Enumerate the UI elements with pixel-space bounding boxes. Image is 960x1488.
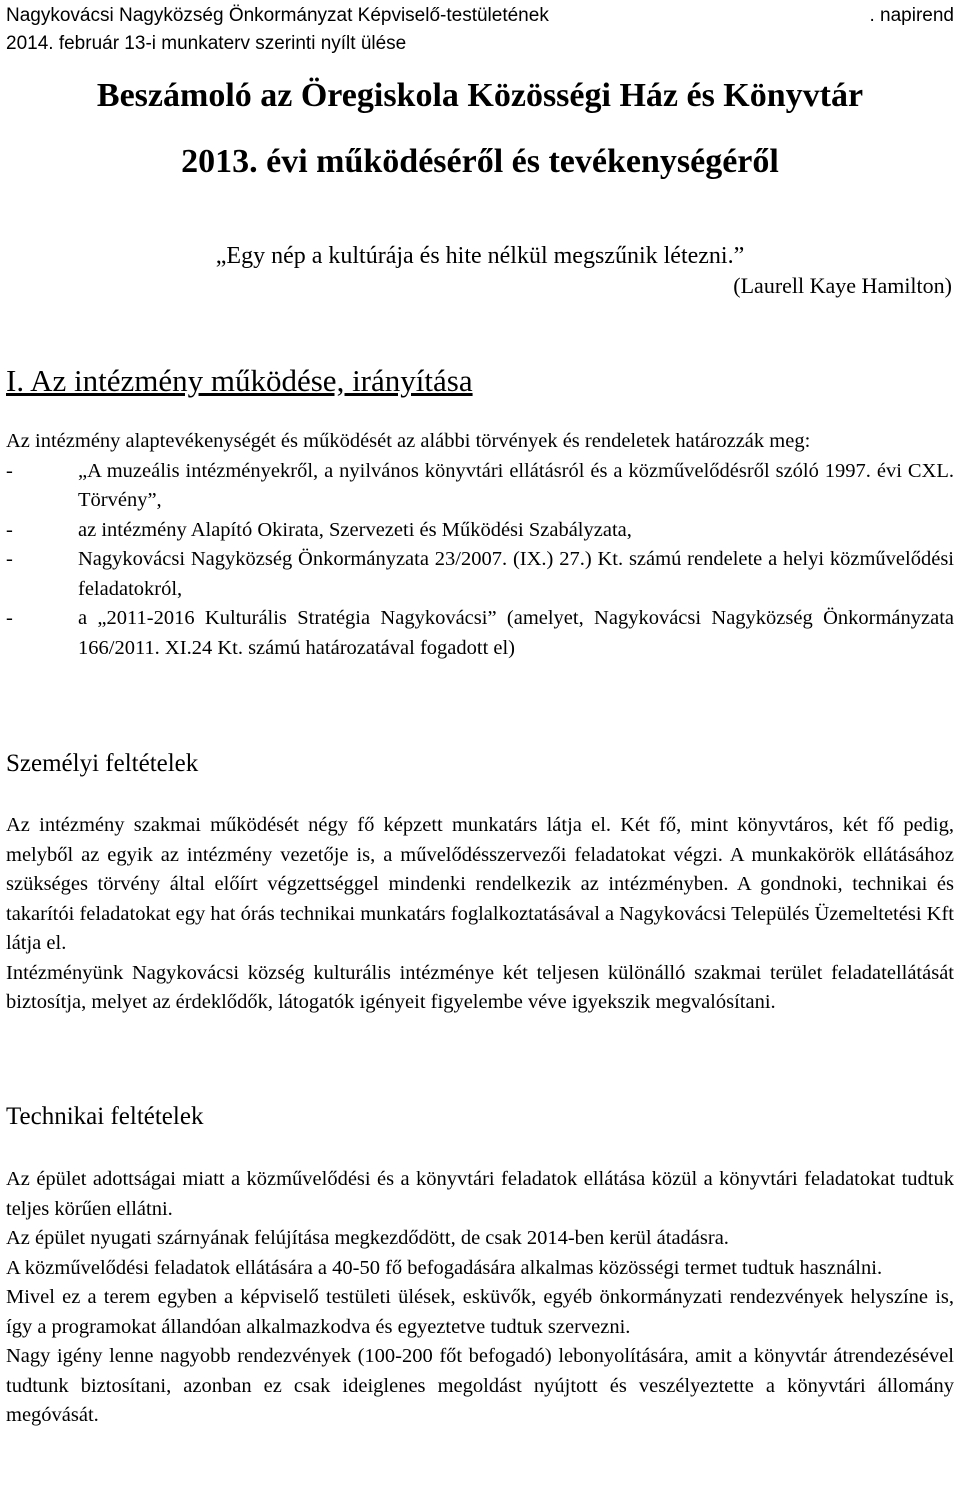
- list-item: [6, 516, 954, 546]
- header-napirend: . napirend: [869, 5, 954, 26]
- technical-paragraph-2: Az épület nyugati szárnyának felújítása megkezdődött, de csak 2014-ben kerül átadásra.: [6, 1227, 729, 1249]
- technical-paragraph-4: Mivel ez a terem egyben a képviselő testületi ülések, esküvők, egyéb önkormányzati rendezvények helyszíne is, így a programokat állandóan alkalmazkodva és egyeztetve tudtuk szervezni.: [6, 1286, 954, 1338]
- operation-intro: Az intézmény alaptevékenységét és működését az alábbi törvények és rendeletek határozzák meg:: [6, 430, 811, 452]
- list-item-text: a „2011-2016 Kulturális Stratégia Nagykovácsi” (amelyet, Nagykovácsi Nagyközség Önkormányzata 166/2011. XI.24 Kt. számú határozatával fogadott el): [78, 607, 954, 659]
- section-personnel-body: [6, 811, 954, 1018]
- technical-paragraph-5: Nagy igény lenne nagyobb rendezvények (100-200 főt befogadó) lebonyolítására, amit a könyvtár átrendezésével tudtunk biztosítani, azonban ez csak ideiglenes megoldást nyújtott és veszélyeztette a könyvtári állomány megóvását.: [6, 1345, 954, 1426]
- list-dash: -: [6, 459, 13, 482]
- report-subtitle: 2013. évi működéséről és tevékenységéről: [181, 143, 779, 180]
- list-dash: -: [6, 518, 13, 541]
- motto-author: (Laurell Kaye Hamilton): [733, 273, 952, 298]
- header-council: Nagykovácsi Nagyközség Önkormányzat Képviselő-testületének: [6, 5, 549, 26]
- motto-quote: „Egy nép a kultúrája és hite nélkül megszűnik létezni.”: [215, 243, 745, 269]
- personnel-paragraph-2: Intézményünk Nagykovácsi község kulturális intézménye két teljesen különálló szakmai terület feladatellátását biztosítja, melyet az érdeklődők, látogatók igényeit figyelembe véve igyekszik megvalósítani.: [6, 961, 954, 1013]
- list-item: [6, 604, 954, 663]
- section-technical-body: [6, 1165, 954, 1431]
- technical-paragraph-3: A közművelődési feladatok ellátására a 40-50 fő befogadására alkalmas közösségi termet tudtuk használni.: [6, 1256, 883, 1279]
- section-heading-operation: I. Az intézmény működése, irányítása: [6, 363, 473, 398]
- header-row: [6, 2, 954, 30]
- list-item-text: „A muzeális intézményekről, a nyilvános könyvtári ellátásról és a közművelődésről szóló 1997. évi CXL. Törvény”,: [78, 459, 954, 511]
- list-item-text: az intézmény Alapító Okirata, Szervezeti és Működési Szabályzata,: [78, 518, 632, 541]
- report-title: Beszámoló az Öregiskola Közösségi Ház és Könyvtár: [96, 77, 864, 114]
- header-meeting-date: 2014. február 13-i munkaterv szerinti nyílt ülése: [6, 33, 407, 54]
- technical-paragraph-1: Az épület adottságai miatt a közművelődési és a könyvtári feladatok ellátása közül a könyvtári feladatokat tudtuk teljes körűen ellátni.: [6, 1168, 954, 1220]
- section-heading-technical: Technikai feltételek: [6, 1103, 204, 1130]
- list-item: [6, 545, 954, 604]
- page-header: [0, 0, 960, 58]
- legal-basis-list: [6, 457, 954, 664]
- personnel-paragraph: [6, 811, 954, 959]
- section-heading-personnel: Személyi feltételek: [6, 750, 199, 777]
- section-operation-body: [6, 427, 954, 663]
- list-dash: -: [6, 607, 13, 629]
- list-item: [6, 457, 954, 516]
- personnel-text-a: Az intézmény szakmai működését négy fő képzett munkatárs látja el. Két fő, mint könyvtáros, két fő pedig, melyből az egyik az intézmény vezetője is, a művelődésszervezői feladatokat végzi.: [6, 814, 954, 866]
- personnel-text-b: A munkakörök ellátásához szükséges törvény által előírt végzettséggel mindenki rendelkezik az intézményben. A gondnoki, technikai és takarítói feladatokat egy hat órás technikai munkatárs foglalkoztatásával a Nagykovácsi Település Üzemeltetési Kft látja el.: [6, 843, 955, 954]
- list-dash: -: [6, 548, 13, 570]
- list-item-text: Nagykovácsi Nagyközség Önkormányzata 23/2007. (IX.) 27.) Kt. számú rendelete a helyi közművelődési feladatokról,: [78, 548, 954, 600]
